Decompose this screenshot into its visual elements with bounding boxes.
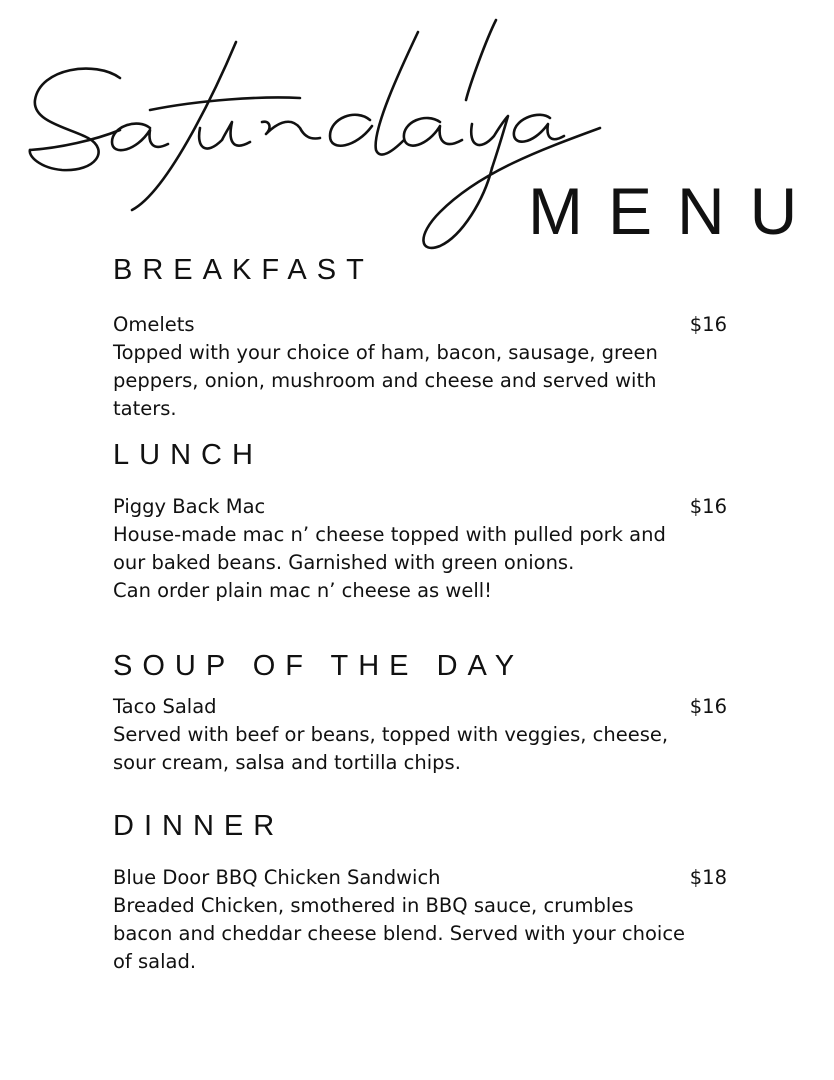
item-name: Piggy Back Mac [113, 495, 266, 518]
item-name: Omelets [113, 313, 195, 336]
description-line: House-made mac n’ cheese topped with pulled pork and [113, 523, 666, 546]
item-description [113, 721, 727, 777]
description-line: Can order plain mac n’ cheese as well! [113, 579, 492, 602]
section-heading: BREAKFAST [113, 254, 374, 286]
description-line: Served with beef or beans, topped with veggies, cheese, [113, 723, 669, 746]
description-line: peppers, onion, mushroom and cheese and served with [113, 369, 657, 392]
item-price: $16 [689, 695, 727, 718]
item-description [113, 339, 727, 423]
section-heading: DINNER [113, 810, 285, 842]
item-name: Taco Salad [113, 695, 217, 718]
menu-item-row [113, 693, 727, 721]
description-line: of salad. [113, 950, 197, 973]
section-breakfast [113, 256, 733, 423]
script-title-saturday [0, 0, 620, 270]
section-heading: SOUP OF THE DAY [113, 650, 525, 682]
item-description [113, 521, 727, 605]
description-line: sour cream, salsa and tortilla chips. [113, 751, 461, 774]
item-price: $16 [689, 313, 727, 336]
section-soup-of-the-day [113, 652, 733, 777]
item-name: Blue Door BBQ Chicken Sandwich [113, 866, 441, 889]
description-line: Topped with your choice of ham, bacon, sausage, green [113, 341, 658, 364]
menu-item-row [113, 493, 727, 521]
description-line: Breaded Chicken, smothered in BBQ sauce, crumbles [113, 894, 634, 917]
section-heading: LUNCH [113, 439, 263, 471]
menu-item-row [113, 311, 727, 339]
description-line: our baked beans. Garnished with green onions. [113, 551, 575, 574]
section-dinner [113, 812, 733, 976]
menu-item-row [113, 864, 727, 892]
item-price: $16 [689, 495, 727, 518]
item-description [113, 892, 727, 976]
item-price: $18 [689, 866, 727, 889]
menu-title: MENU [528, 174, 823, 248]
description-line: taters. [113, 397, 177, 420]
section-lunch [113, 441, 733, 605]
description-line: bacon and cheddar cheese blend. Served with your choice [113, 922, 686, 945]
